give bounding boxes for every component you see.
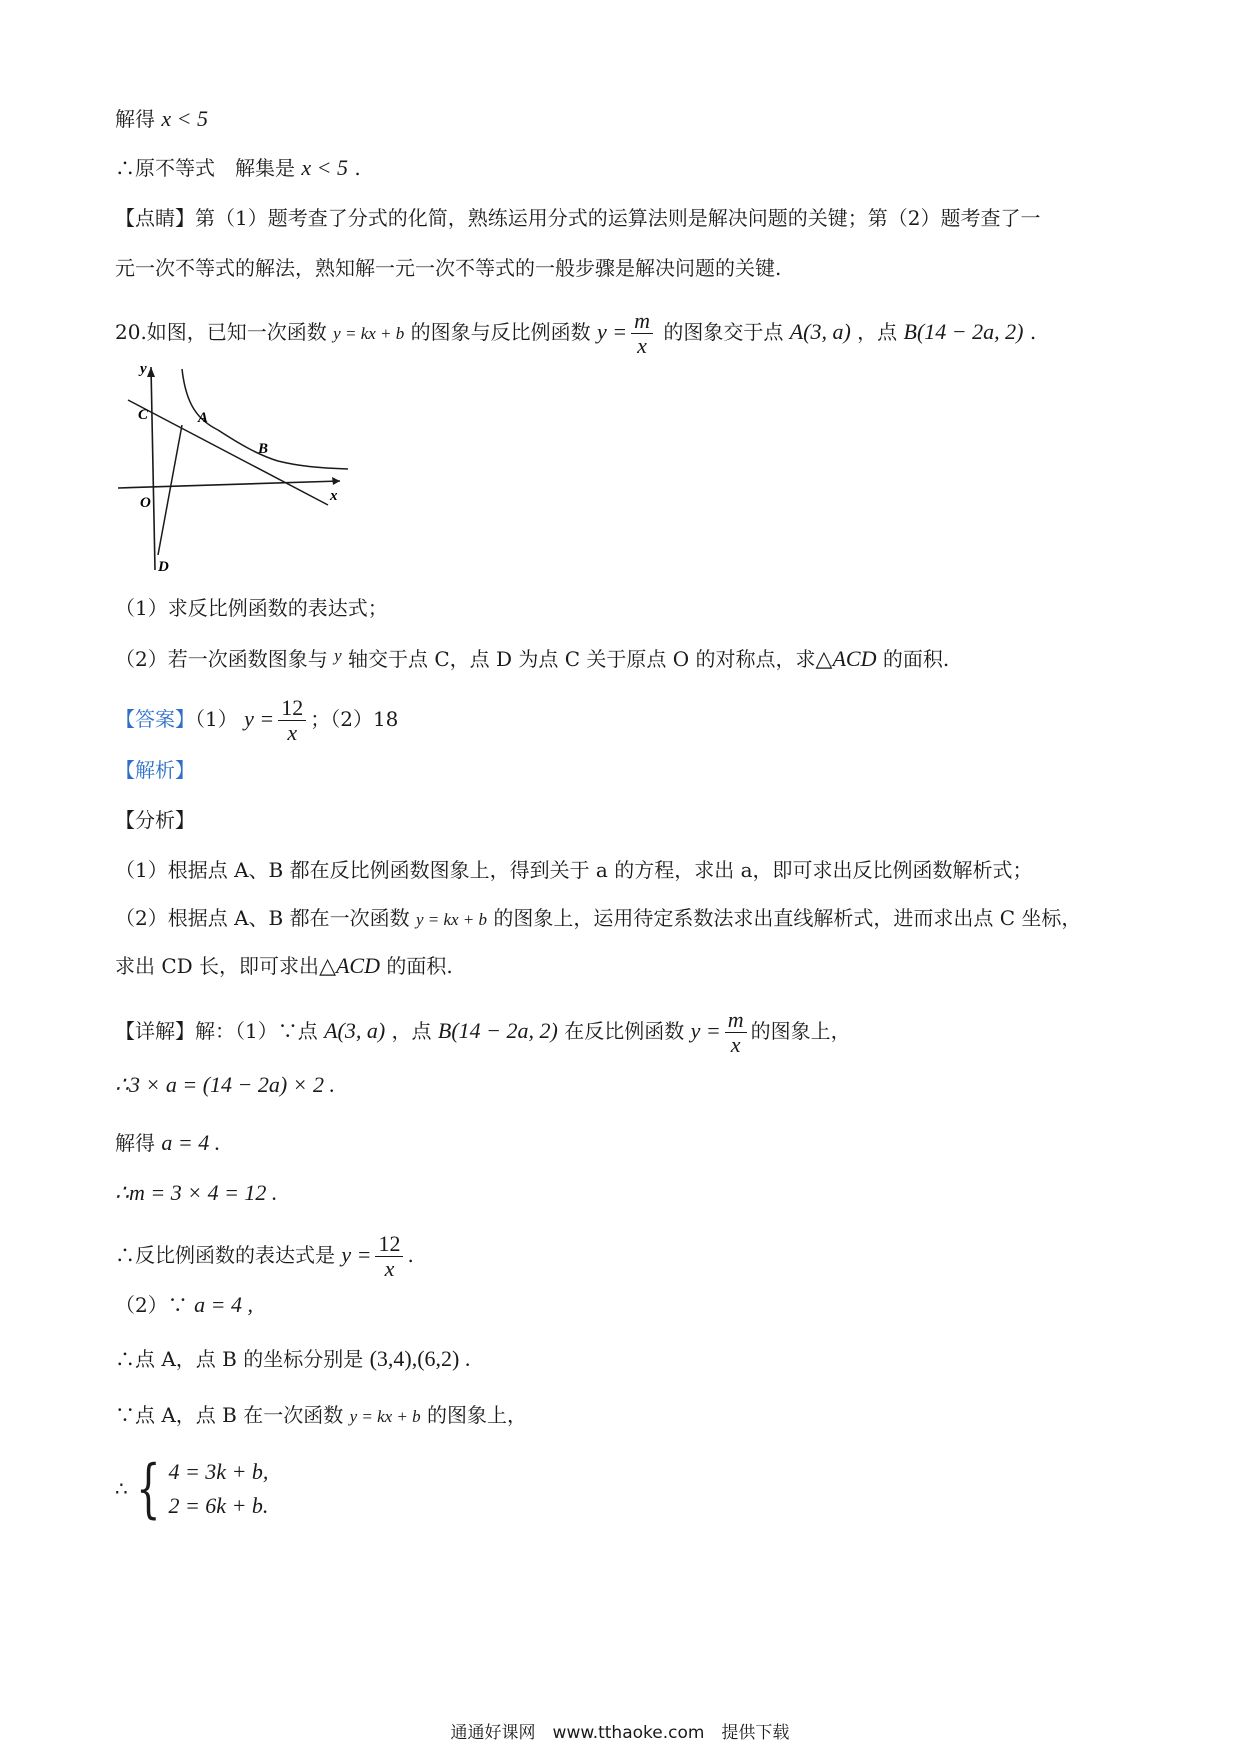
analysis-label: 【解析】 <box>115 758 195 782</box>
text: 的图象与反比例函数 <box>410 320 591 344</box>
detail-line <box>115 1232 414 1281</box>
label-c: C <box>138 407 149 423</box>
math: y = kx + b <box>415 910 488 929</box>
sub-question-1 <box>115 593 388 623</box>
text: 解得 <box>115 107 155 131</box>
text: . <box>354 156 361 180</box>
text: ，点 <box>857 320 898 344</box>
label-b: B <box>258 441 269 457</box>
detail-line <box>115 1290 253 1320</box>
math: x < 5 <box>301 155 348 180</box>
math: ∴m = 3 × 4 = 12 . <box>115 1180 278 1205</box>
text: 的图象上，运用待定系数法求出直线解析式，进而求出点 C 坐标， <box>493 906 1082 930</box>
math: ∴3 × a = (14 − 2a) × 2 . <box>115 1072 336 1097</box>
page-footer: 通通好课网 www.tthaoke.com 提供下载 <box>450 1723 790 1743</box>
text-line <box>115 104 208 134</box>
numerator: 12 <box>278 696 306 721</box>
equation-1: 4 = 3k + b, <box>168 1458 269 1484</box>
comment-line <box>115 253 781 283</box>
y-axis-arrow <box>147 367 155 377</box>
detail-line <box>115 1178 277 1208</box>
text: ∴原不等式 解集是 <box>115 156 295 180</box>
text: ∵点 A，点 B 在一次函数 <box>115 1403 344 1427</box>
analysis-line <box>115 855 1033 885</box>
fenxi-label-line <box>115 805 195 835</box>
text: ，点 <box>391 1019 432 1043</box>
equation-system <box>115 1452 268 1524</box>
math: x < 5 <box>161 106 208 131</box>
label-x: x <box>330 488 338 504</box>
text: 在反比例函数 <box>564 1019 685 1043</box>
denominator: x <box>287 720 298 745</box>
detail-line <box>115 1008 851 1057</box>
label-o: O <box>140 495 151 511</box>
label-d: D <box>158 559 169 575</box>
detail-line <box>115 1070 335 1100</box>
detail-line <box>115 1128 220 1158</box>
line-cab <box>128 400 328 505</box>
y-axis <box>151 367 155 570</box>
analysis-line <box>115 903 1081 935</box>
denominator: x <box>637 333 647 358</box>
answer-label: 【答案】 <box>115 707 195 731</box>
text: . <box>1029 320 1037 344</box>
math: y = <box>596 319 628 344</box>
text: 轴交于点 C，点 D 为点 C 关于原点 O 的对称点，求 <box>348 647 816 671</box>
answer-line <box>115 696 398 745</box>
math: (3,4),(6,2) . <box>369 1346 471 1371</box>
math: y = kx + b <box>349 1407 421 1426</box>
left-brace: { <box>135 1451 161 1526</box>
math: A(3, a) <box>789 319 851 344</box>
math: a = 4 , <box>194 1292 253 1317</box>
math: y = kx + b <box>333 324 405 343</box>
text: . <box>407 1243 414 1267</box>
text: （2）根据点 A、B 都在一次函数 <box>115 906 410 930</box>
text-line <box>115 153 361 183</box>
numerator: 12 <box>375 1232 403 1257</box>
math: y = <box>244 706 275 731</box>
fraction <box>631 309 653 358</box>
denominator: x <box>384 1256 395 1281</box>
math: B(14 − 2a, 2) <box>903 319 1024 344</box>
text: 的图象上， <box>750 1019 851 1043</box>
text: （1）根据点 A、B 都在反比例函数图象上，得到关于 a 的方程，求出 a，即可求出反比例函数解析式； <box>115 858 1033 882</box>
text: 解：（1）∵点 <box>195 1019 318 1043</box>
text: 的面积. <box>882 647 950 671</box>
line-ad <box>158 425 182 555</box>
analysis-line <box>115 951 453 981</box>
math: y <box>334 646 342 665</box>
numerator: m <box>725 1008 747 1033</box>
text: 的图象交于点 <box>663 320 784 344</box>
comment-line <box>115 203 1040 233</box>
fraction <box>725 1008 747 1057</box>
text: 第（1）题考查了分式的化简，熟练运用分式的运算法则是解决问题的关键；第（2）题考查了一 <box>195 206 1041 230</box>
text: 的图象上， <box>427 1403 528 1427</box>
text: 20.如图，已知一次函数 <box>115 320 327 344</box>
text: （2）若一次函数图象与 <box>115 647 328 671</box>
math: △ACD <box>815 646 877 671</box>
math: y = <box>341 1242 372 1267</box>
section-label: 【详解】 <box>115 1019 195 1043</box>
label-a: A <box>198 410 209 426</box>
fraction <box>375 1232 403 1281</box>
section-label: 【点睛】 <box>115 206 195 230</box>
x-axis-arrow <box>332 477 340 485</box>
text: 的面积. <box>386 954 453 978</box>
x-axis <box>118 481 340 488</box>
equation-2: 2 = 6k + b. <box>168 1492 269 1518</box>
text: （1）求反比例函数的表达式； <box>115 596 388 620</box>
math: A(3, a) <box>324 1018 386 1043</box>
text: 元一次不等式的解法，熟知解一元一次不等式的一般步骤是解决问题的关键. <box>115 256 782 280</box>
math: B(14 − 2a, 2) <box>437 1018 558 1043</box>
text: （2）∵ <box>115 1293 188 1317</box>
detail-line <box>115 1344 470 1374</box>
text: ；（2）18 <box>310 707 399 731</box>
text: ∴点 A，点 B 的坐标分别是 <box>115 1347 364 1371</box>
section-label: 【分析】 <box>115 808 195 832</box>
sub-question-2 <box>115 641 949 674</box>
text: ∴反比例函数的表达式是 <box>115 1243 335 1267</box>
label-y: y <box>140 365 147 377</box>
system-equations <box>168 1455 268 1523</box>
math: y = <box>690 1018 721 1043</box>
numerator: m <box>631 309 653 334</box>
math: a = 4 . <box>161 1130 221 1155</box>
question-line <box>115 309 1036 358</box>
text: 求出 CD 长，即可求出 <box>115 954 320 978</box>
therefore-symbol: ∴ <box>115 1476 128 1501</box>
fraction <box>278 696 306 745</box>
text: 解得 <box>115 1131 155 1155</box>
analysis-label-line <box>115 755 195 785</box>
detail-line <box>115 1400 527 1432</box>
denominator: x <box>730 1032 741 1057</box>
function-graph-figure <box>118 365 358 575</box>
math: △ACD <box>319 953 380 978</box>
text: （1） <box>195 707 238 731</box>
